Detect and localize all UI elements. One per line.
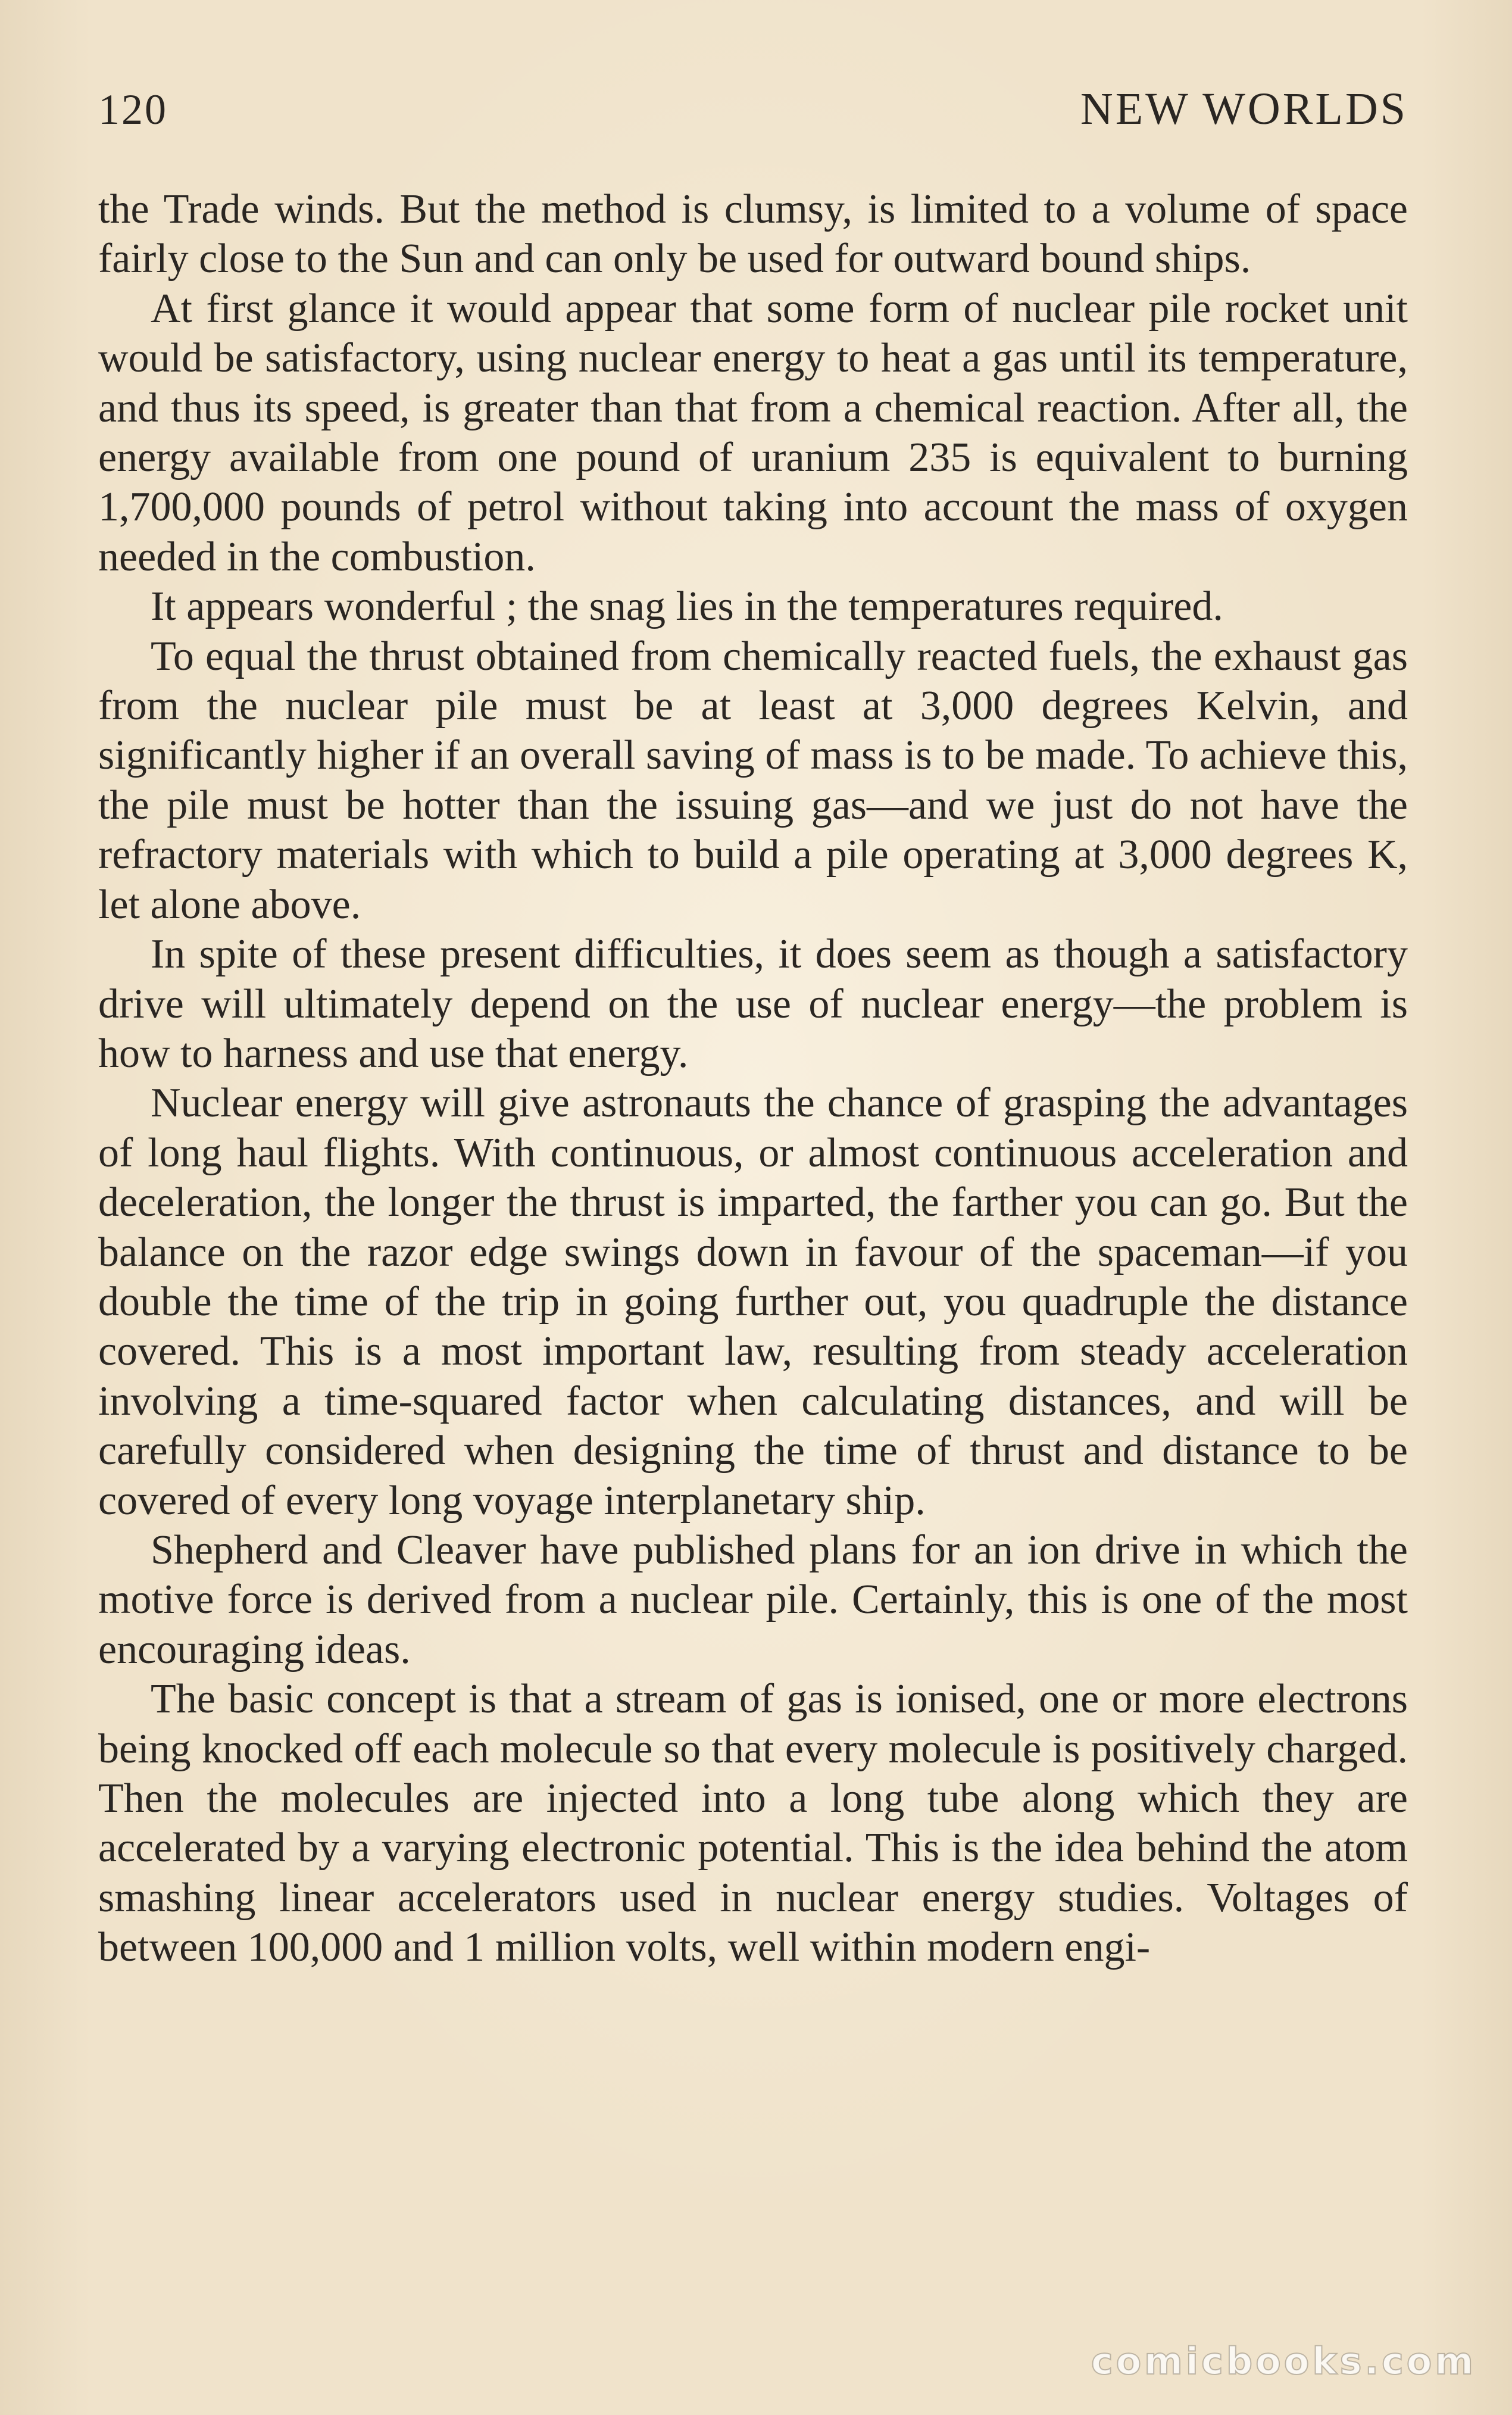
running-title: NEW WORLDS: [1080, 84, 1408, 134]
paragraph-1: the Trade winds. But the method is clumsy, is limited to a volume of space fairly close to the Sun and can only be used for outward bound ships.: [98, 186, 1408, 282]
paragraph-2: At first glance it would appear that some form of nuclear pile rocket unit would be satisfactory, using nuclear energy to heat a gas until its temperature, and thus its speed, is greater than that from a chemical reaction. After all, the energy available from one pound of uranium 235 is equivalent to burning 1,700,000 pounds of petrol without taking into account the mass of oxygen needed in the combustion.: [98, 285, 1408, 580]
paragraph-8: The basic concept is that a stream of gas is ionised, one or more electrons being knocked off each molecule so that every molecule is positively charged. Then the molecules are injected into a long tube along which they are accelerated by a varying electronic potential. This is the idea behind the atom smashing linear accelerators used in nuclear energy studies. Voltages of between 100,000 and 1 million volts, well within modern engi-: [98, 1676, 1408, 1971]
paragraph-7: Shepherd and Cleaver have published plans for an ion drive in which the motive force is derived from a nuclear pile. Certainly, this is one of the most encouraging ideas.: [98, 1527, 1408, 1673]
paragraph-3: It appears wonderful ; the snag lies in the temperatures required.: [151, 584, 1223, 630]
paragraph-6: Nuclear energy will give astronauts the chance of grasping the advantages of long haul flights. With continuous, or almost continuous acceleration and deceleration, the longer the thrust is imparted, the farther you can go. But the balance on the razor edge swings down in favour of the spaceman—if you double the time of the trip in going further out, you quadruple the distance covered. This is a most important law, resulting from steady acceleration involving a time-squared factor when calculating distances, and will be carefully considered when designing the time of thrust and distance to be covered of every long voyage interplanetary ship.: [98, 1080, 1408, 1524]
watermark: comicbooks.com: [1091, 2339, 1476, 2383]
running-head: [98, 83, 1408, 143]
page-number: 120: [98, 86, 168, 133]
paragraph-5: In spite of these present difficulties, it does seem as though a satisfactory drive will ultimately depend on the use of nuclear energy—the problem is how to harness and use that energy.: [98, 931, 1408, 1077]
paragraph-4: To equal the thrust obtained from chemically reacted fuels, the exhaust gas from the nuclear pile must be at least at 3,000 degrees Kelvin, and significantly higher if an overall saving of mass is to be made. To achieve this, the pile must be hotter than the issuing gas—and we just do not have the refractory materials with which to build a pile operating at 3,000 degrees K, let alone above.: [98, 633, 1408, 928]
body-text: [98, 185, 1408, 1973]
